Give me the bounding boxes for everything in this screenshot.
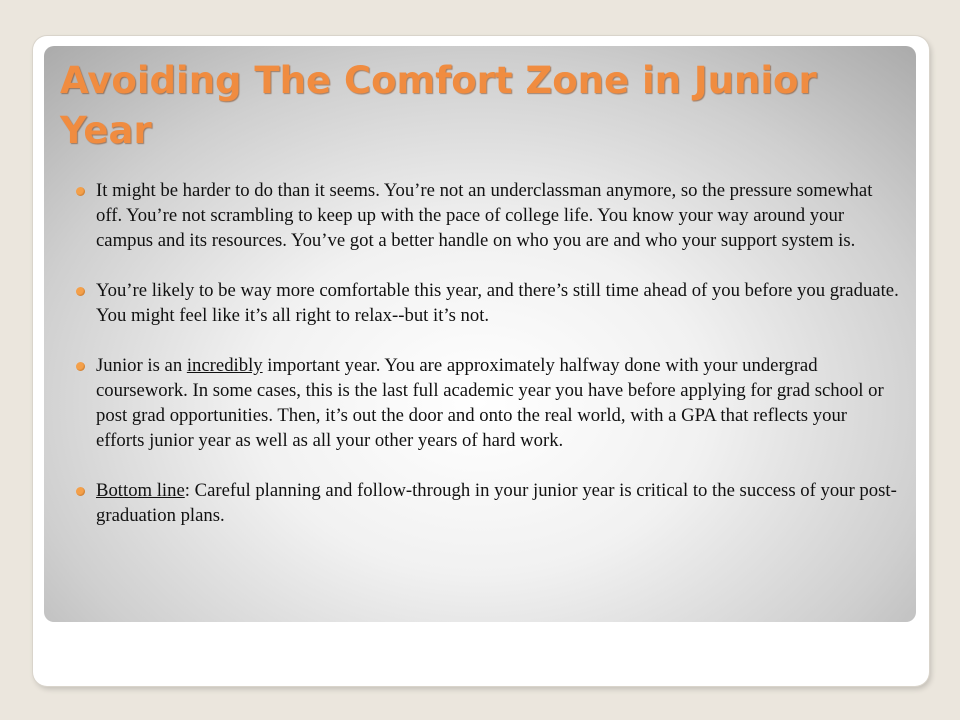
bullet-dot-icon <box>76 362 85 371</box>
bullet-text: It might be harder to do than it seems. You’re not an underclassman anymore, so the pressure somewhat off. You’re not scrambling to keep up with the pace of college life. You know your way around your campus and its resources. You’ve got a better handle on who you are and who your support system is. <box>96 180 873 251</box>
bullet-item-2 <box>68 278 900 328</box>
bullet-item-3 <box>68 353 900 453</box>
bullet-dot-icon <box>76 187 85 196</box>
bullet-text-rest: important year. You are approximately halfway done with your undergrad coursework. In some cases, this is the last full academic year you have before applying for grad school or post grad opportunities. Then, it’s out the door and onto the real world, with a GPA that reflects your efforts junior year as well as all your other years of hard work. <box>96 355 884 451</box>
bottom-line-label: Bottom line <box>96 480 185 501</box>
content-panel <box>44 46 916 622</box>
bullet-dot-icon <box>76 287 85 296</box>
bullet-item-4 <box>68 478 900 528</box>
bullet-text-lead: Junior is an <box>96 355 187 376</box>
bullet-dot-icon <box>76 487 85 496</box>
bullet-list <box>68 178 900 553</box>
bullet-item-1 <box>68 178 900 253</box>
emphasis-underlined: incredibly <box>186 355 263 376</box>
bullet-text-rest: : Careful planning and follow-through in your junior year is critical to the success of your post-graduation plans. <box>96 480 897 526</box>
bullet-text: You’re likely to be way more comfortable this year, and there’s still time ahead of you before you graduate. You might feel like it’s all right to relax--but it’s not. <box>96 280 899 326</box>
slide-title: Avoiding The Comfort Zone in Junior Year <box>60 59 817 152</box>
